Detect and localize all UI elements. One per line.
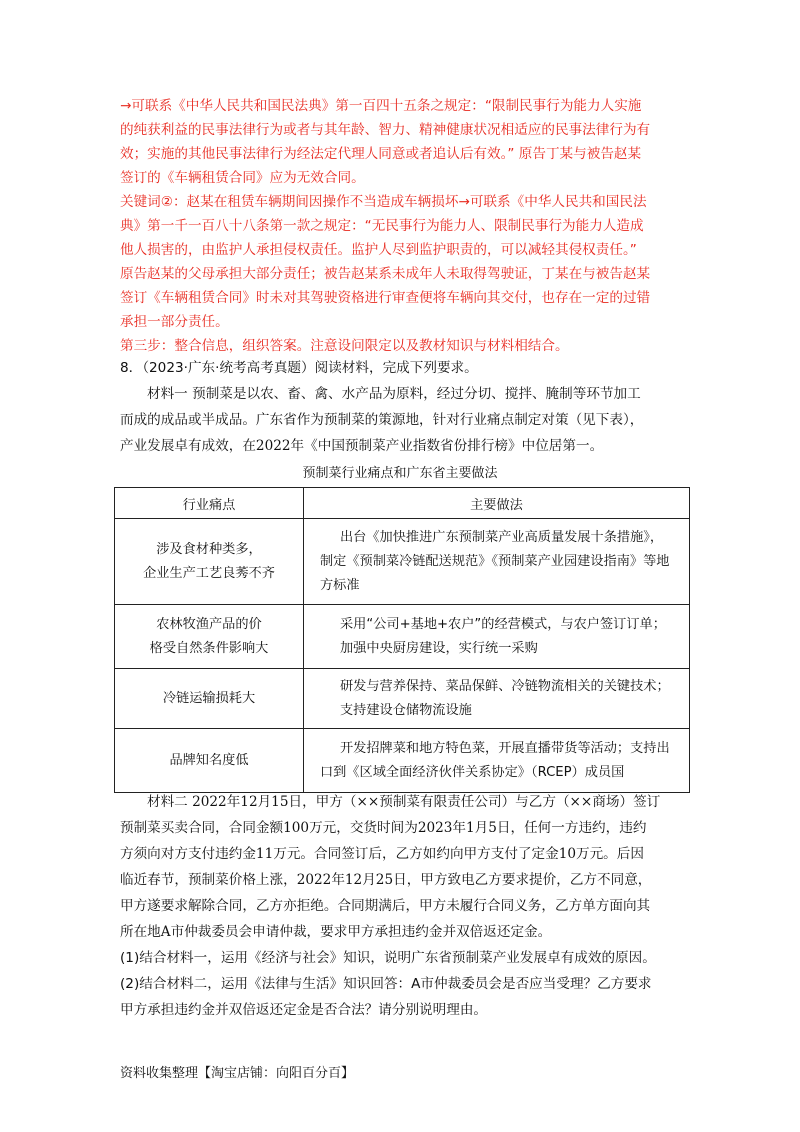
table-caption: 预制菜行业痛点和广东省主要做法: [302, 466, 498, 481]
measure-text: 制定《预制菜冷链配送规范》《预制菜产业园建设指南》等地: [320, 553, 670, 569]
analysis-line: 的纯获利益的民事法律行为或者与其年龄、智力、精神健康状况相适应的民事法律行为有: [120, 122, 651, 138]
material-line: 所在地A市仲裁委员会申请仲裁，要求甲方承担违约金并双倍返还定金。: [120, 924, 552, 940]
measure-text: 采用“公司+基地+农户”的经营模式，与农户签订订单；: [340, 616, 666, 632]
analysis-line: 第三步：整合信息，组织答案。注意设问限定以及教材知识与材料相结合。: [120, 338, 569, 354]
measure-cell: [304, 669, 690, 729]
measure-cell: [304, 729, 690, 793]
pain-text: 格受自然条件影响大: [149, 640, 269, 656]
subquestion-line: (1)结合材料一，运用《经济与社会》知识，说明广东省预制菜产业发展卓有成效的原因。: [120, 950, 656, 966]
analysis-line: 原告赵某的父母承担大部分责任；被告赵某系未成年人未取得驾驶证，丁某在与被告赵某: [120, 266, 651, 282]
pain-text: 企业生产工艺良莠不齐: [143, 565, 275, 581]
measure-text: 出台《加快推进广东预制菜产业高质量发展十条措施》，: [340, 529, 664, 545]
measure-text: 支持建设仓储物流设施: [340, 702, 472, 718]
table-row: [115, 519, 690, 605]
material-line: 预制菜买卖合同，合同金额100万元，交货时间为2023年1月5日，任何一方违约，违约: [120, 820, 647, 836]
material-line: 产业发展卓有成效，在2022年《中国预制菜产业指数省份排行榜》中位居第一。: [120, 438, 604, 454]
material-line: 方须向对方支付违约金11万元。合同签订后，乙方如约向甲方支付了定金10万元。后因: [120, 846, 644, 862]
measure-cell: [304, 605, 690, 669]
analysis-line: 典》第一千一百八十八条第一款之规定：“无民事行为能力人、限制民事行为能力人造成: [120, 218, 644, 234]
measure-cell: [304, 519, 690, 605]
measure-text: 口到《区域全面经济伙伴关系协定》（RCEP）成员国: [320, 764, 625, 780]
analysis-line: 效；实施的其他民事法律行为经法定代理人同意或者追认后有效。” 原告丁某与被告赵某: [120, 146, 642, 162]
pain-cell: [115, 519, 304, 605]
pain-cell: [115, 669, 304, 729]
material-line: 临近春节，预制菜价格上涨，2022年12月25日，甲方致电乙方要求提价，乙方不同意，: [120, 872, 652, 888]
material-line: 甲方遂要求解除合同，乙方亦拒绝。合同期满后，甲方未履行合同义务，乙方单方面向其: [120, 898, 651, 914]
footer-note: 资料收集整理【淘宝店铺：向阳百分百】: [120, 1066, 355, 1081]
subquestion-line: 甲方承担违约金并双倍返还定金是否合法？请分别说明理由。: [120, 1002, 488, 1018]
pain-cell: [115, 605, 304, 669]
question-header: 8．（2023·广东·统考高考真题）阅读材料，完成下列要求。: [120, 360, 478, 376]
table-header-row: [115, 488, 690, 519]
subquestion-line: (2)结合材料二，运用《法律与生活》知识回答：A市仲裁委员会是否应当受理？乙方要求: [120, 976, 652, 992]
pain-text: 涉及食材种类多，: [156, 541, 262, 557]
table-row: [115, 729, 690, 793]
measures-table: [114, 487, 690, 793]
measure-text: 研发与营养保持、菜品保鲜、冷链物流相关的关键技术；: [340, 678, 670, 694]
pain-cell: [115, 729, 304, 793]
analysis-line: 他人损害的，由监护人承担侵权责任。监护人尽到监护职责的，可以减轻其侵权责任。”: [120, 242, 637, 258]
pain-text: 品牌知名度低: [169, 752, 249, 768]
table-row: [115, 669, 690, 729]
analysis-line: 签订的《车辆租赁合同》应为无效合同。: [120, 170, 365, 186]
measure-text: 方标准: [320, 577, 360, 593]
table-row: [115, 605, 690, 669]
analysis-line: 关键词②：赵某在租赁车辆期间因操作不当造成车辆损坏→可联系《中华人民共和国民法: [120, 194, 647, 210]
table-header-cell: 主要做法: [304, 488, 690, 519]
measure-text: 开发招牌菜和地方特色菜，开展直播带货等活动；支持出: [340, 740, 670, 756]
analysis-line: 签订《车辆租赁合同》时未对其驾驶资格进行审查便将车辆向其交付，也存在一定的过错: [120, 290, 651, 306]
pain-text: 农林牧渔产品的价: [156, 616, 262, 632]
analysis-line: →可联系《中华人民共和国民法典》第一百四十五条之规定：“限制民事行为能力人实施: [120, 98, 642, 114]
material-line: 材料一 预制菜是以农、畜、禽、水产品为原料，经过分切、搅拌、腌制等环节加工: [147, 386, 641, 402]
material-line: 材料二 2022年12月15日，甲方（××预制菜有限责任公司）与乙方（××商场）签订: [147, 794, 661, 810]
analysis-line: 承担一部分责任。: [120, 314, 229, 330]
table-header-cell: 行业痛点: [115, 488, 304, 519]
pain-text: 冷链运输损耗大: [162, 690, 256, 706]
material-line: 而成的成品或半成品。广东省作为预制菜的策源地，针对行业痛点制定对策（见下表），: [120, 412, 644, 428]
measure-text: 加强中央厨房建设，实行统一采购: [340, 640, 538, 656]
